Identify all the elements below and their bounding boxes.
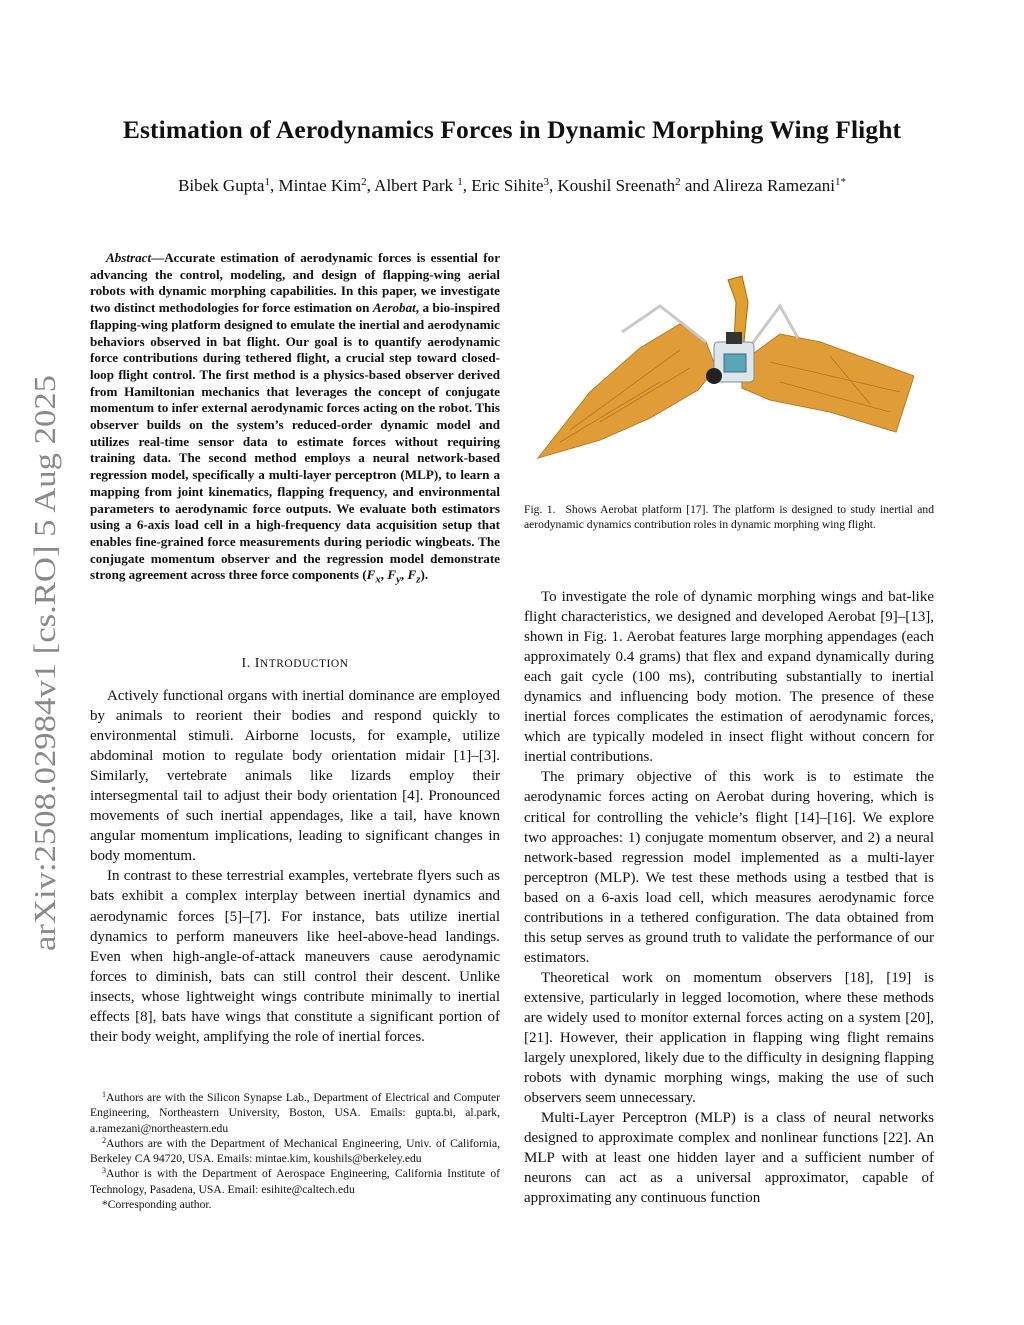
author-list <box>40 176 984 196</box>
author-name: Mintae Kim <box>278 176 362 195</box>
author-name: Albert Park <box>374 176 458 195</box>
force-subscript: z <box>416 573 421 586</box>
abstract-aerobat: Aerobat <box>372 300 416 316</box>
right-column-text <box>524 587 934 1208</box>
author-name: Bibek Gupta <box>178 176 265 195</box>
intro-text <box>90 686 500 1047</box>
author-affiliation: 2 <box>675 176 681 188</box>
author-separator: , <box>462 176 472 195</box>
section-initial: I <box>254 656 260 671</box>
footnotes <box>90 1090 500 1212</box>
paper-title: Estimation of Aerodynamics Forces in Dynamic Morphing Wing Flight <box>122 115 902 144</box>
arxiv-id-text: arXiv:2508.02984v1 [cs.RO] 5 Aug 2025 <box>27 436 62 951</box>
abstract-label: Abstract <box>106 250 152 265</box>
paragraph: Actively functional organs with inertial dominance are employed by animals to reorient their bodies and respond quickly to environmental stimuli. Airborne locusts, for example, utilize abdominal motion to regulate body orientation midair [1]–[3]. Similarly, vertebrate animals like lizards employ their intersegmental tail to adjust their body orientation [4]. Pronounced movements of such inertial appendages, like a tail, have known angular momentum implications, leading to significant changes in body momentum. <box>90 688 500 865</box>
author-affiliation: 1 <box>264 176 270 188</box>
author-name: Eric Sihite <box>471 176 544 195</box>
aerobat-illustration <box>530 272 914 468</box>
footnote-text: Authors are with the Department of Mechanical Engineering, Univ. of California, Berkeley CA 94720, USA. Emails: mintae.kim, koushils@berkeley.edu <box>90 1136 500 1166</box>
footnote-mark: 2 <box>102 1135 106 1145</box>
author-affiliation: 2 <box>361 176 367 188</box>
footnote <box>90 1136 500 1167</box>
figure-label: Fig. 1. <box>524 503 556 516</box>
force-symbol: F <box>366 567 376 583</box>
footnote <box>90 1090 500 1136</box>
figure-caption-text: Shows Aerobat platform [17]. The platform is designed to study inertial and aerodynamic dynamics contribution roles in dynamic morphing wing flight. <box>524 503 934 532</box>
author-separator: , <box>269 176 279 195</box>
author-separator: , <box>549 176 558 195</box>
author-separator: and <box>680 176 713 195</box>
author-affiliation: 1 <box>457 176 463 188</box>
abstract-text: Accurate estimation of aerodynamic forces is essential for advancing the control, modeling, and design of flapping-wing aerial robots with dynamic morphing capabilities. In this paper, we investigate two distinct methodologies for force estimation on <box>90 250 500 316</box>
footnote-mark: 3 <box>102 1166 106 1176</box>
force-subscript: y <box>396 573 401 586</box>
paragraph: In contrast to these terrestrial examples, vertebrate flyers such as bats exhibit a complex interplay between inertial dynamics and aerodynamic forces [5]–[7]. For instance, bats utilize inertial dynamics to perform maneuvers like heel-above-head landings. Even when high-angle-of-attack maneuvers cause aerodynamic forces to diminish, bats can still control their descent. Unlike insects, whose lightweight wings contribute minimally to inertial effects [8], bats have wings that constitute a significant portion of their body weight, amplifying the role of inertial forces. <box>90 868 500 1045</box>
paragraph: Theoretical work on momentum observers [18], [19] is extensive, particularly in legged locomotion, where these methods are widely used to monitor external forces acting on a system [20], [21]. However, their application in flapping wing flight remains largely unexplored, likely due to the difficulty in designing flapping robots with dynamic morphing wings, making the use of such observers seem unnecessary. <box>524 969 934 1107</box>
abstract-dash: — <box>151 250 165 265</box>
author-affiliation: 3 <box>543 176 549 188</box>
figure-aerobat <box>530 272 914 468</box>
abstract-end: ). <box>420 567 429 583</box>
footnote-text: Author is with the Department of Aerospace Engineering, California Institute of Technology, Pasadena, USA. Email: esihite@caltech.edu <box>90 1167 500 1196</box>
author-separator: , <box>366 176 375 195</box>
section-title: NTRODUCTION <box>259 658 349 670</box>
footnote-text: Authors are with the Silicon Synapse Lab., Department of Electrical and Computer Engineering, Northeastern University, Boston, USA. Emails: gupta.bi, al.park, a.ramezani@northeastern.edu <box>90 1091 500 1135</box>
arxiv-side-label <box>24 375 64 951</box>
footnote <box>90 1197 500 1212</box>
figure-caption <box>524 502 934 533</box>
footnote <box>90 1166 500 1197</box>
force-symbol: F <box>387 567 397 583</box>
paragraph: To investigate the role of dynamic morphing wings and bat-like flight characteristics, we designed and developed Aerobat [9]–[13], shown in Fig. 1. Aerobat features large morphing appendages (each approximately 0.4 grams) that flex and expand dynamically during each gait cycle (100 ms), contributing substantially to inertial dynamics and influencing body motion. The presence of these inertial forces complicates the estimation of aerodynamic forces, which are typically modeled in insect flight without concern for inertial contributions. <box>524 589 934 766</box>
footnote-text: *Corresponding author. <box>102 1198 212 1212</box>
force-symbol: F <box>407 567 417 583</box>
footnote-mark: 1 <box>102 1090 106 1099</box>
paragraph: Multi-Layer Perceptron (MLP) is a class of neural networks designed to approximate complex and nonlinear functions [22]. An MLP with at least one hidden layer and a sufficient number of neurons can act as a universal approximator, capable of approximating any continuous function <box>524 1110 934 1207</box>
force-subscript: x <box>375 573 381 586</box>
author-affiliation: 1* <box>834 176 846 188</box>
section-numeral: I. <box>241 656 255 671</box>
abstract-text: , a bio-inspired flapping-wing platform designed to emulate the inertial and aerodynamic behaviors observed in bat flight. Our goal is to quantify aerodynamic force contributions during tethered flight, a crucial step toward closed-loop flight control. The first method is a physics-based observer derived from Hamiltonian mechanics that leverages the concept of conjugate momentum to infer external aerodynamic forces acting on the robot. This observer builds on the system’s reduced-order dynamic model and utilizes real-time sensor data to estimate forces without requiring training data. The second method employs a neural network-based regression model, specifically a multi-layer perceptron (MLP), to learn a mapping from joint kinematics, flapping frequency, and environmental parameters to aerodynamic force outputs. We evaluate both estimators using a 6-axis load cell in a high-frequency data acquisition setup that enables fine-grained force measurements during periodic wingbeats. The conjugate momentum observer and the regression model demonstrate strong agreement across three force components ( <box>90 300 500 583</box>
section-heading <box>90 656 500 672</box>
author-name: Alireza Ramezani <box>712 176 835 195</box>
abstract: Abstract—Accurate estimation of aerodynamic forces is essential for advancing the control, modeling, and design of flapping-wing aerial robots with dynamic morphing capabilities. In this paper, we investigate two distinct methodologies for force estimation on Aerobat, a bio-inspired flapping-wing platform designed to emulate the inertial and aerodynamic behaviors observed in bat flight. Our goal is to quantify aerodynamic force contributions during tethered flight, a crucial step toward closed-loop flight control. The first method is a physics-based observer derived from Hamiltonian mechanics that leverages the concept of conjugate momentum to infer external aerodynamic forces acting on the robot. This observer builds on the system’s reduced-order dynamic model and utilizes real-time sensor data to estimate forces without requiring training data. The second method employs a neural network-based regression model, specifically a multi-layer perceptron (MLP), to learn a mapping from joint kinematics, flapping frequency, and environmental parameters to aerodynamic force outputs. We evaluate both estimators using a 6-axis load cell in a high-frequency data acquisition setup that enables fine-grained force measurements during periodic wingbeats. The conjugate momentum observer and the regression model demonstrate strong agreement across three force components ($F_x$, $F_y$, $F_z$). <box>90 250 500 586</box>
author-name: Koushil Sreenath <box>557 176 676 195</box>
paragraph: The primary objective of this work is to estimate the aerodynamic forces acting on Aerobat during hovering, which is critical for controlling the vehicle’s flight [14]–[16]. We explore two approaches: 1) conjugate momentum observer, and 2) a neural network-based regression model implemented as a multi-layer perceptron (MLP). We test these methods using a testbed that is based on a 6-axis load cell, which measures aerodynamic force contributions in a tethered configuration. The data obtained from this setup serves as ground truth to validate the performance of our estimators. <box>524 769 934 966</box>
